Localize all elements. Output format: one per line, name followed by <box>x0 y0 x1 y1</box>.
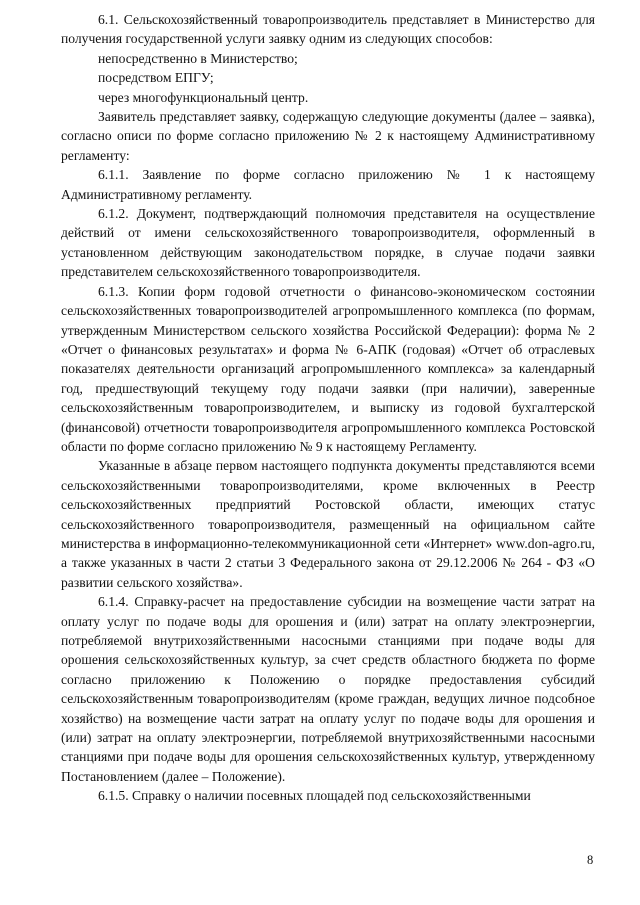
page-number: 8 <box>587 853 594 867</box>
paragraph-6-1: 6.1. Сельскохозяйственный товаропроизводитель представляет в Министерство для получения государственной услуги заявку одним из следующих способов: <box>61 12 595 47</box>
document-body <box>61 10 595 806</box>
paragraph-6-1-3: 6.1.3. Копии форм годовой отчетности о финансово-экономическом состоянии сельскохозяйственных товаропроизводителей агропромышленного комплекса (по формам, утвержденным Министерством сельского хозяйства Российской Федерации): форма № 2 «Отчет о финансовых результатах» и форма № 6-АПК (годовая) «Отчет об отраслевых показателях деятельности организаций агропромышленного комплекса» за календарный год, предшествующий текущему году подачи заявки (при наличии), заверенные сельскохозяйственным товаропроизводителем, и выписку из годовой бухгалтерской (финансовой) отчетности товаропроизводителя агропромышленного комплекса Ростовской области по форме согласно приложению № 9 к настоящему Регламенту. <box>61 283 595 454</box>
list-item-epgu: посредством ЕПГУ; <box>98 70 214 86</box>
list-item-mfc: через многофункциональный центр. <box>98 89 309 105</box>
paragraph-6-1-4: 6.1.4. Справку-расчет на предоставление субсидии на возмещение части затрат на оплату услуг по подаче воды для орошения и (или) затрат на оплату электроэнергии, потребляемой внутрихозяйственными насосными станциями при подаче воды для орошения сельскохозяйственных культур, за счет средств областного бюджета по форме согласно приложению к Положению о порядке предоставления субсидий сельскохозяйственным товаропроизводителям (кроме граждан, ведущих личное подсобное хозяйство) на возмещение части затрат на оплату услуг по подаче воды для орошения и (или) затрат на оплату электроэнергии, потребляемой внутрихозяйственными насосными станциями при подаче воды для орошения сельскохозяйственных культур, утвержденному Постановлением (далее – Положение). <box>61 594 595 784</box>
paragraph-6-1-1: 6.1.1. Заявление по форме согласно приложению № 1 к настоящему Административному регламенту. <box>61 167 595 202</box>
paragraph-6-1-5: 6.1.5. Справку о наличии посевных площадей под сельскохозяйственными <box>98 788 531 804</box>
paragraph-applicant: Заявитель представляет заявку, содержащую следующие документы (далее – заявка), согласно описи по форме согласно приложению № 2 к настоящему Административному регламенту: <box>61 109 595 163</box>
paragraph-6-1-2: 6.1.2. Документ, подтверждающий полномочия представителя на осуществление действий от имени сельскохозяйственного товаропроизводителя, оформленный в установленном действующим законодательством порядке, в случае подачи заявки представителем сельскохозяйственного товаропроизводителя. <box>61 206 595 280</box>
paragraph-indicated-documents: Указанные в абзаце первом настоящего подпункта документы представляются всеми сельскохозяйственными товаропроизводителями, кроме включенных в Реестр сельскохозяйственных предприятий Ростовской области, имеющих статус сельскохозяйственного товаропроизводителя, размещенный на официальном сайте министерства в информационно-телекоммуникационной сети «Интернет» www.don-agro.ru, а также указанных в части 2 статьи 3 Федерального закона от 29.12.2006 № 264 - ФЗ «О развитии сельского хозяйства». <box>61 458 595 590</box>
list-item-ministry: непосредственно в Министерство; <box>98 50 298 66</box>
